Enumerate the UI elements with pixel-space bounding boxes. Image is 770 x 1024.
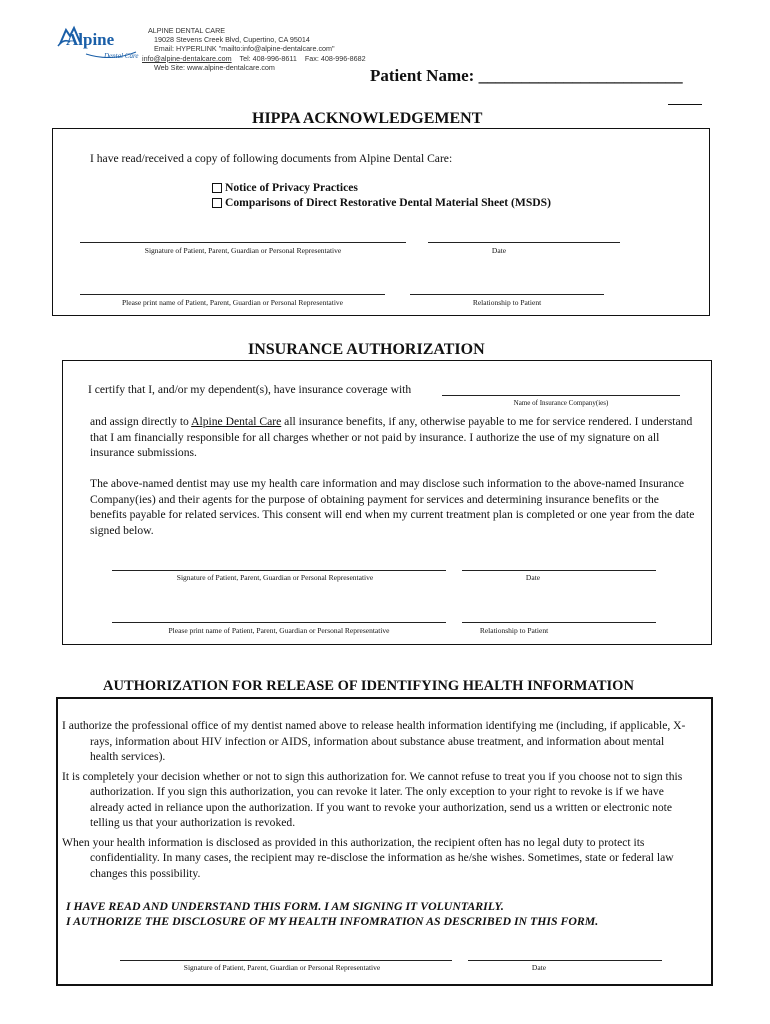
release-signature-line[interactable] <box>120 960 452 961</box>
release-statement-2: I AUTHORIZE THE DISCLOSURE OF MY HEALTH INFOMRATION AS DESCRIBED IN THIS FORM. <box>66 914 599 928</box>
practice-address: 19028 Stevens Creek Blvd, Cupertino, CA 95014 <box>154 35 310 45</box>
release-body <box>62 718 692 885</box>
hippa-date-line[interactable] <box>428 242 620 243</box>
assign-rest: all insurance benefits, if any, otherwise payable to me for service rendered. I understand that I am financially responsible for all charges whether or not paid by insurance. I authorize the use of my signature on all insurance submissions. <box>90 415 693 459</box>
insurance-signature-line[interactable] <box>112 570 446 571</box>
hippa-title: HIPPA ACKNOWLEDGEMENT <box>252 110 483 127</box>
insurance-date-caption: Date <box>525 573 541 582</box>
logo-text: Alpine <box>66 30 115 49</box>
patient-name-line-continuation <box>668 84 702 105</box>
privacy-notice-checkbox[interactable] <box>212 183 222 193</box>
checkbox-row-msds <box>212 196 551 209</box>
release-paragraph-1: I authorize the professional office of my dentist named above to release health information identifying me (including, if applicable, X-rays, information about HIV infection or AIDS, information about substance abuse treatment, and information about mental health services). <box>62 719 686 763</box>
release-date-line[interactable] <box>468 960 662 961</box>
practice-contact-info <box>142 26 372 72</box>
insurance-relationship-caption: Relationship to Patient <box>479 626 549 635</box>
hippa-intro: I have read/received a copy of following documents from Alpine Dental Care: <box>90 152 453 165</box>
hippa-signature-caption: Signature of Patient, Parent, Guardian or Personal Representative <box>144 246 342 255</box>
insurance-print-name-line[interactable] <box>112 622 446 623</box>
insurance-company-caption: Name of Insurance Company(ies) <box>513 399 609 407</box>
alpine-dental-care-link[interactable]: Alpine Dental Care <box>191 415 282 428</box>
insurance-date-line[interactable] <box>462 570 656 571</box>
release-paragraph-3: When your health information is disclosed as provided in this authorization, the recipient often has no legal duty to protect its confidentiality. In many cases, the recipient may re-disclose the information as he/she wishes. Sometimes, state or federal law changes this possibility. <box>62 835 674 880</box>
practice-name: ALPINE DENTAL CARE <box>148 26 226 35</box>
hippa-print-name-line[interactable] <box>80 294 385 295</box>
insurance-assign-paragraph <box>90 414 698 461</box>
release-signature-caption: Signature of Patient, Parent, Guardian or Personal Representative <box>183 963 381 972</box>
logo-subtext: Dental Care <box>104 52 139 60</box>
hippa-print-name-caption: Please print name of Patient, Parent, Guardian or Personal Representative <box>122 298 343 307</box>
insurance-company-line[interactable] <box>442 395 680 396</box>
insurance-title: INSURANCE AUTHORIZATION <box>248 341 485 358</box>
insurance-print-name-caption: Please print name of Patient, Parent, Guardian or Personal Representative <box>168 626 390 635</box>
insurance-disclosure-paragraph: The above-named dentist may use my health care information and may disclose such information to the above-named Insurance Company(ies) and their agents for the purpose of obtaining payment for services and determining insurance benefits or the benefits payable for related services. This consent will end when my current treatment plan is completed or one year from the date signed below. <box>90 477 695 537</box>
checkbox-row-privacy <box>212 181 358 194</box>
msds-checkbox[interactable] <box>212 198 222 208</box>
insurance-signature-caption: Signature of Patient, Parent, Guardian or Personal Representative <box>176 573 374 582</box>
practice-website: Web Site: www.alpine-dentalcare.com <box>154 62 275 72</box>
release-date-caption: Date <box>531 963 547 972</box>
hippa-signature-line[interactable] <box>80 242 406 243</box>
privacy-notice-label: Notice of Privacy Practices <box>225 181 358 194</box>
hippa-relationship-caption: Relationship to Patient <box>472 298 542 307</box>
hippa-relationship-line[interactable] <box>410 294 604 295</box>
practice-fax: Fax: 408-996-8682 <box>304 53 366 63</box>
release-statement-1: I HAVE READ AND UNDERSTAND THIS FORM. I AM SIGNING IT VOLUNTARILY. <box>66 899 504 913</box>
hippa-date-caption: Date <box>491 246 507 255</box>
practice-email-line: Email: HYPERLINK "mailto:info@alpine-dentalcare.com" <box>154 44 335 54</box>
patient-name-field[interactable]: Patient Name: ________________________ <box>370 66 683 85</box>
release-paragraph-2: It is completely your decision whether or not to sign this authorization for. We cannot refuse to treat you if you choose not to sign this authorization. If you sign this authorization, you can revoke it later. The only exception to your right to revoke is if we have already acted in reliance upon the authorization. If you want to revoke your authorization, send us a written or electronic note telling us that your authorization is revoked. <box>62 769 683 829</box>
email-link[interactable]: info@alpine-dentalcare.com <box>142 53 232 63</box>
practice-phone: Tel: 408-996-8611 <box>239 53 297 63</box>
msds-label: Comparisons of Direct Restorative Dental Material Sheet (MSDS) <box>225 196 551 209</box>
insurance-certify-text: I certify that I, and/or my dependent(s), have insurance coverage with <box>88 383 412 396</box>
assign-prefix: and assign directly to <box>90 415 189 428</box>
release-title: AUTHORIZATION FOR RELEASE OF IDENTIFYING HEALTH INFORMATION <box>103 678 634 694</box>
insurance-relationship-line[interactable] <box>462 622 656 623</box>
